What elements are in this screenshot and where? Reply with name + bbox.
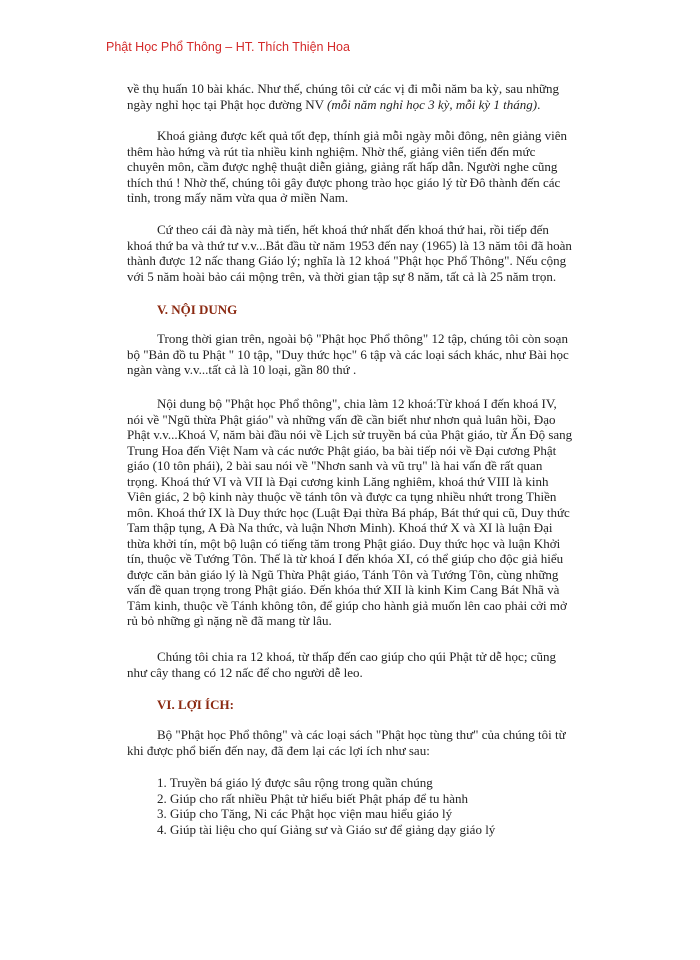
text-line: Bộ "Phật học Phổ thông" và các loại sách "Phật học tùng thư" của chúng tôi từ bbox=[157, 727, 566, 742]
text-line: Nội dung bộ "Phật học Phổ thông", chia làm 12 khoá:Từ khoá I đến khoá IV, bbox=[157, 396, 557, 411]
text-line: khoá thứ ba và thứ tư v.v...Bắt đầu từ năm 1953 đến nay (1965) là 13 năm tôi đã hoàn bbox=[127, 237, 572, 253]
text-line: tỉnh, trong mấy năm vừa qua ở miền Nam. bbox=[127, 190, 349, 205]
text-line: thành được 12 nấc thang Giáo lý; nghĩa là 12 khoá "Phật học Phổ Thông". Nếu cộng bbox=[127, 253, 567, 268]
text-line: Cứ theo cái đà này mà tiến, hết khoá thứ nhất đến khoá thứ hai, rồi tiếp đến bbox=[157, 222, 549, 237]
paragraph-3 bbox=[127, 222, 572, 284]
paragraph-7 bbox=[127, 727, 566, 758]
text-line: Chúng tôi chia ra 12 khoá, từ thấp đến cao giúp cho qúi Phật tử dễ học; cũng bbox=[157, 649, 556, 664]
text-line: thích thú ! Nhờ thế, chúng tôi gây được phong trào học giáo lý từ Đô thành đến các bbox=[127, 174, 561, 190]
text-line: giáo (10 tôn phái), 2 bài sau nói về "Nhơn sanh và vũ trụ" là hai vấn đề rất quan bbox=[127, 458, 543, 473]
text-line: thừa khởi tín, một bộ luận có tiếng tăm trong Phật giáo. Duy thức học và luận Khởi bbox=[127, 535, 561, 551]
paragraph-1 bbox=[127, 81, 559, 112]
text-line: Phật v.v...Khoá V, năm bài đầu nói về Lịch sử truyền bá của Phật giáo, từ Ấn Độ sang bbox=[127, 427, 573, 442]
text-line: Khoá giảng được kết quả tốt đẹp, thính giả mỗi ngày mỗi đông, nên giảng viên bbox=[157, 128, 567, 143]
text-line: vấn đề quan trọng trong Phật giáo. Đến khóa thứ XII là kinh Kim Cang Bát Nhã và bbox=[127, 582, 560, 597]
paragraph-4 bbox=[127, 331, 569, 378]
text-line: bộ "Bản đồ tu Phật " 10 tập, "Duy thức học" 6 tập và các loại sách khác, như Bài học bbox=[127, 346, 569, 362]
text-line: khi được phổ biến đến nay, đã đem lại các lợi ích như sau: bbox=[127, 742, 430, 758]
text-line: về thụ huấn 10 bài khác. Như thế, chúng tôi cử các vị đi mỗi năm ba kỳ, sau những bbox=[127, 81, 559, 96]
text-line: chuyên môn, cầm được nghệ thuật diễn giảng, giảng rất hấp dẫn. Người nghe cũng bbox=[127, 159, 558, 174]
text-line: Trung Hoa đến Việt Nam và các nước Phật giáo, ba bài tiếp nói về Đại cương Phật bbox=[127, 442, 557, 458]
paragraph-6 bbox=[127, 649, 556, 680]
paragraph-2 bbox=[127, 128, 567, 206]
text-line: Tâm kinh, thuộc về Tánh không tôn, để giúp cho hành giả muốn lên cao phải cởi mở bbox=[127, 597, 567, 613]
running-header: Phật Học Phổ Thông – HT. Thích Thiện Hoa bbox=[106, 40, 350, 54]
text-line: được căn bản giáo lý là Ngũ Thừa Phật giáo, Tánh Tôn và Tướng Tôn, cùng những bbox=[127, 566, 559, 582]
paragraph-5 bbox=[127, 396, 572, 629]
benefits-list bbox=[157, 775, 495, 837]
text-line: nói về "Ngũ thừa Phật giáo" và những vấn đề cần biết như nhơn quả luân hồi, Đạo bbox=[127, 411, 556, 427]
text-line: như cây thang có 12 nấc để cho người dễ leo. bbox=[127, 664, 363, 680]
text-line: trọng. Khoá thứ VI và VII là Đại cương kinh Lăng nghiêm, khoá thứ VIII là kinh bbox=[127, 473, 549, 489]
text-line: rủ bỏ những gì nặng nề đã mang từ lâu. bbox=[127, 613, 332, 628]
text-line: tín, thuộc về Tướng Tôn. Thế là từ khoá I đến khóa XI, có thể giúp cho độc giả hiểu bbox=[127, 551, 564, 566]
section-heading-5: V. NỘI DUNG bbox=[157, 302, 238, 317]
text-line: môn. Khoá thứ IX là Duy thức học (Luật Đại thừa Bá pháp, Bát thứ qui cũ, Duy thức bbox=[127, 504, 570, 520]
text-span: ngày nghỉ học tại Phật học đường NV bbox=[127, 96, 327, 112]
text-line: với 5 năm hoài bảo cái mộng trên, và thời gian tập sự 8 năm, tất cả là 25 năm trọn. bbox=[127, 268, 557, 284]
text-line: Trong thời gian trên, ngoài bộ "Phật học Phổ thông" 12 tập, chúng tôi còn soạn bbox=[157, 331, 568, 346]
list-item: 3. Giúp cho Tăng, Ni các Phật học viện mau hiểu giáo lý bbox=[157, 806, 453, 821]
text-line: Viên giác, 2 bộ kinh này thuộc về tánh tôn và được ca tụng nhiều nhứt trong Thiền bbox=[127, 489, 557, 504]
list-item: 4. Giúp tài liệu cho quí Giảng sư và Giáo sư để giảng dạy giáo lý bbox=[157, 821, 496, 837]
text-line: Tam thập tụng, A Đà Na thức, và luận Nhơn Minh). Khoá thứ X và XI là luận Đại bbox=[127, 520, 553, 535]
text-line: ngàn vàng v.v...tất cả là 10 loại, gần 80 thứ . bbox=[127, 362, 357, 377]
text-line bbox=[127, 97, 559, 113]
italic-note: (mỗi năm nghỉ học 3 kỳ, mỗi kỳ 1 tháng) bbox=[327, 96, 538, 112]
list-item: 1. Truyền bá giáo lý được sâu rộng trong quần chúng bbox=[157, 775, 433, 790]
text-span: . bbox=[537, 96, 541, 112]
text-line: thêm hào hứng và rút tỉa nhiều kinh nghiệm. Nhờ thế, giảng viên tiến đến mức bbox=[127, 143, 536, 159]
section-heading-6: VI. LỢI ÍCH: bbox=[157, 697, 234, 712]
list-item: 2. Giúp cho rất nhiều Phật tử hiểu biết Phật pháp để tu hành bbox=[157, 790, 469, 806]
